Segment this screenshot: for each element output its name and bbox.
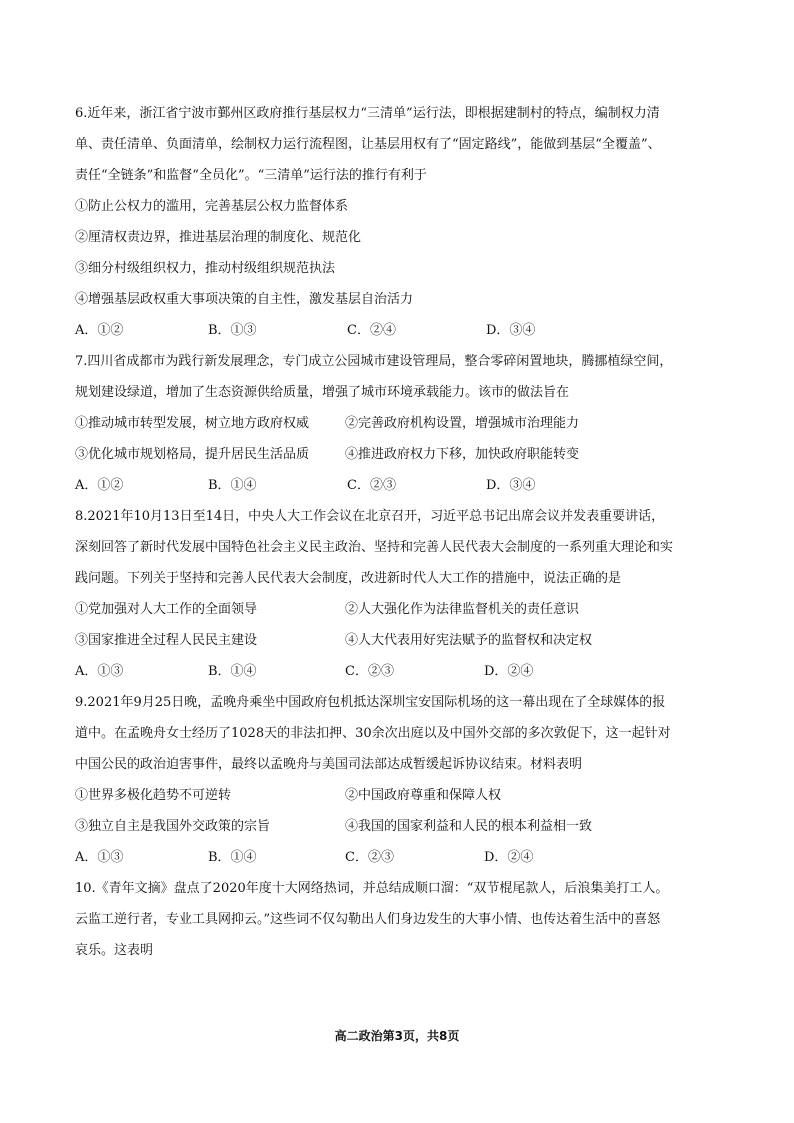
question-stem-line: 7.四川省成都市为践行新发展理念，专门成立公园城市建设管理局，整合零碎闲置地块，腾挪植绿空间，: [75, 354, 673, 369]
question-stem-line: 践问题。下列关于坚持和完善人民代表大会制度，改进新时代人大工作的措施中，说法正确的是: [75, 571, 622, 586]
option-c: C．②③: [345, 664, 394, 679]
option-d: D．②④: [484, 850, 534, 865]
question-stem-line: 单、责任清单、负面清单，绘制权力运行流程图，让基层用权有了“固定路线”，能做到基层“全覆盖”、: [75, 137, 661, 152]
answer-options: [75, 470, 723, 501]
option-d: D．③④: [486, 478, 536, 493]
statement-row: [75, 439, 723, 470]
statement-row: [75, 408, 723, 439]
answer-options: [75, 315, 723, 346]
option-b: B．①④: [208, 850, 257, 865]
option-c: C．②③: [347, 478, 396, 493]
statement-item: ②人大强化作为法律监督机关的责任意识: [345, 602, 580, 617]
statement-item: ④我国的国家利益和人民的根本利益相一致: [345, 819, 593, 834]
statement-row: [75, 625, 723, 656]
statement-item: ④人大代表用好宪法赋予的监督权和决定权: [345, 633, 593, 648]
question-stem-line: 8.2021年10月13日至14日，中央人大工作会议在北京召开，习近平总书记出席会议并发表重要讲话，: [75, 509, 665, 524]
option-b: B．①④: [208, 664, 257, 679]
statement-item: ③国家推进全过程人民民主建设: [75, 633, 258, 648]
option-a: A．①②: [75, 323, 124, 338]
option-b: B．①④: [208, 478, 257, 493]
option-a: A．①③: [75, 664, 124, 679]
statement-row: [75, 594, 723, 625]
question-stem-line: 9.2021年9月25日晚，孟晚舟乘坐中国政府包机抵达深圳宝安国际机场的这一幕出现在了全球媒体的报: [75, 695, 666, 710]
question-stem-line: 6.近年来，浙江省宁波市鄞州区政府推行基层权力“三清单”运行法，即根据建制村的特点，编制权力清: [75, 106, 660, 121]
question-10: [75, 873, 723, 966]
statement-item: ①防止公权力的滥用，完善基层公权力监督体系: [75, 199, 349, 214]
exam-page-content: [75, 98, 723, 966]
statement-item: ③细分村级组织权力，推动村级组织规范执法: [75, 261, 336, 276]
statement-item: ④推进政府权力下移，加快政府职能转变: [345, 447, 580, 462]
statement-row: [75, 780, 723, 811]
option-d: D．③④: [486, 323, 536, 338]
question-stem-line: 规划建设绿道，增加了生态资源供给质量，增强了城市环境承载能力。该市的做法旨在: [75, 385, 570, 400]
option-d: D．②④: [484, 664, 534, 679]
statement-item: ③优化城市规划格局，提升居民生活品质: [75, 447, 310, 462]
statement-item: ②厘清权责边界，推进基层治理的制度化、规范化: [75, 230, 362, 245]
question-stem-line: 10.《青年文摘》盘点了2020年度十大网络热词，并总结成顺口溜：“双节棍尾款人，后浪集美打工人。: [75, 881, 669, 896]
option-c: C．②③: [345, 850, 394, 865]
question-6: [75, 98, 723, 346]
question-stem-line: 责任“全链条”和监督“全员化”。“三清单”运行法的推行有利于: [75, 168, 427, 183]
statement-row: [75, 811, 723, 842]
statement-item: ①党加强对人大工作的全面领导: [75, 602, 258, 617]
option-a: A．①②: [75, 478, 124, 493]
option-b: B．①③: [208, 323, 257, 338]
question-7: [75, 346, 723, 501]
question-stem-line: 哀乐。这表明: [75, 943, 154, 958]
statement-item: ②中国政府尊重和保障人权: [345, 788, 502, 803]
statement-item: ①世界多极化趋势不可逆转: [75, 788, 232, 803]
question-stem-line: 深刻回答了新时代发展中国特色社会主义民主政治、坚持和完善人民代表大会制度的一系列重大理论和实: [75, 540, 674, 555]
question-stem-line: 中国公民的政治迫害事件，最终以孟晚舟与美国司法部达成暂缓起诉协议结束。材料表明: [75, 757, 583, 772]
statement-item: ①推动城市转型发展，树立地方政府权威: [75, 416, 310, 431]
statement-item: ③独立自主是我国外交政策的宗旨: [75, 819, 271, 834]
option-c: C．②④: [347, 323, 396, 338]
question-stem-line: 云监工逆行者，专业工具网抑云。”这些词不仅勾勒出人们身边发生的大事小情、也传达着生活中的喜怒: [75, 912, 661, 927]
answer-options: [75, 842, 723, 873]
answer-options: [75, 656, 723, 687]
question-9: [75, 687, 723, 873]
statement-item: ②完善政府机构设置，增强城市治理能力: [345, 416, 580, 431]
statement-item: ④增强基层政权重大事项决策的自主性，激发基层自治活力: [75, 292, 414, 307]
page-footer: 高二政治第3页，共8页: [334, 1029, 460, 1043]
option-a: A．①③: [75, 850, 124, 865]
question-stem-line: 道中。在孟晚舟女士经历了1028天的非法扣押、30余次出庭以及中国外交部的多次敦促下，这一起针对: [75, 726, 671, 741]
question-8: [75, 501, 723, 687]
